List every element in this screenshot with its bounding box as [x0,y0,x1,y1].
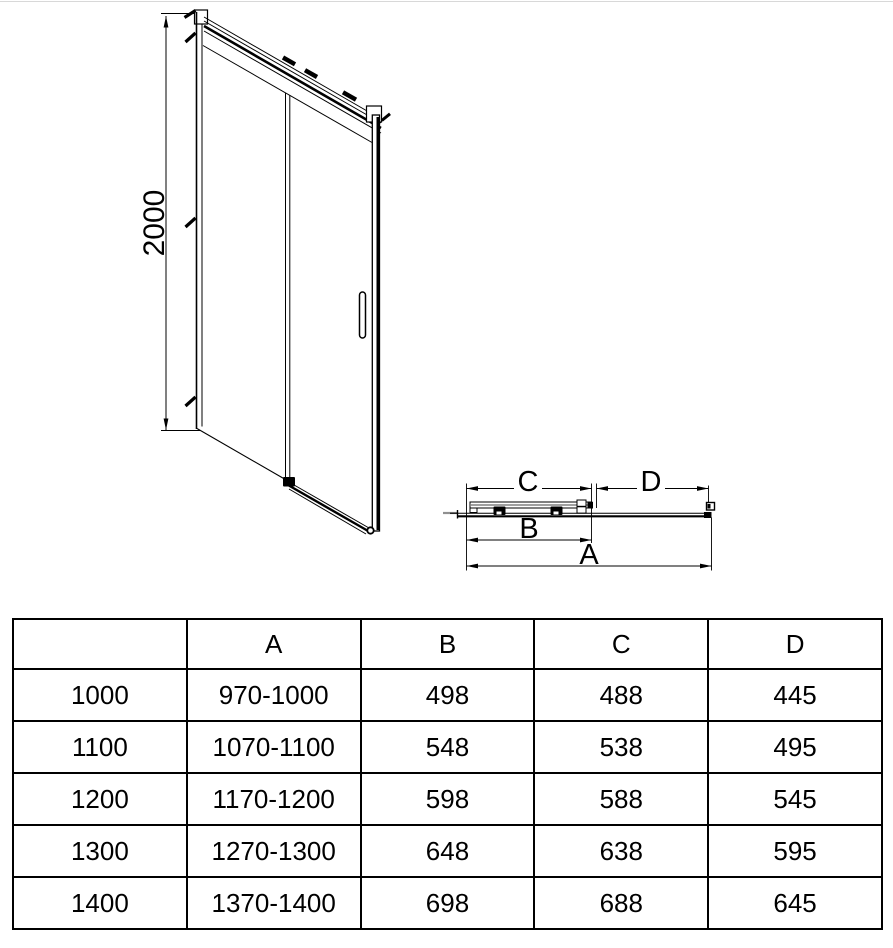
glass-panels [197,46,372,482]
dim-d-label: D [640,466,662,498]
cell-size: 1100 [13,721,187,773]
cell-a: 1170-1200 [187,773,361,825]
cell-d: 595 [708,825,882,877]
cell-a: 1270-1300 [187,825,361,877]
wall-bracket-tick [186,397,196,406]
sliding-door-stile [360,115,380,531]
table-row [13,669,882,721]
cell-size: 1400 [13,877,187,929]
cell-c: 488 [534,669,708,721]
bottom-rail [283,477,374,534]
dimension-c [467,466,592,498]
cell-c: 638 [534,825,708,877]
dimension-table [12,618,883,930]
cell-b: 498 [361,669,535,721]
rail-end-tick [382,114,390,121]
col-header-c: C [534,619,708,669]
guide-clip [577,500,586,506]
col-header-size [13,619,187,669]
door-handle [360,292,366,338]
cell-size: 1200 [13,773,187,825]
table-header-row [13,619,882,669]
cell-d: 445 [708,669,882,721]
cell-size: 1000 [13,669,187,721]
col-header-d: D [708,619,882,669]
cell-size: 1300 [13,825,187,877]
dim-c-label: C [517,466,539,498]
col-header-b: B [361,619,535,669]
front-view [138,10,390,534]
wall-bracket-tick [186,33,196,42]
cell-d: 545 [708,773,882,825]
plan-panels [443,500,715,519]
wall-profile [185,10,208,429]
dim-a-label: A [579,539,599,571]
cell-b: 548 [361,721,535,773]
table-row [13,721,882,773]
rail-end-cap [367,527,373,533]
guide-clip [577,507,586,513]
sliding-panel-foot [470,508,477,513]
cell-b: 598 [361,773,535,825]
cell-a: 1370-1400 [187,877,361,929]
glass-bottom-edge [197,429,288,482]
dimension-d [597,466,709,498]
plan-view [443,466,715,571]
wall-bracket-tick [185,11,196,18]
cell-b: 648 [361,825,535,877]
col-header-a: A [187,619,361,669]
sliding-panel-end [588,502,594,509]
table-row [13,825,882,877]
cell-d: 645 [708,877,882,929]
cell-c: 688 [534,877,708,929]
height-dimension-label: 2000 [138,189,171,257]
dimension-a [467,539,712,571]
cell-b: 698 [361,877,535,929]
dim-b-label: B [519,513,539,545]
cell-d: 495 [708,721,882,773]
table-row [13,773,882,825]
cell-c: 538 [534,721,708,773]
top-rail [204,17,390,133]
dimension-b [467,513,592,545]
wall-bracket-tick [186,218,196,227]
cell-a: 970-1000 [187,669,361,721]
fixed-panel-end [704,512,712,518]
cell-c: 588 [534,773,708,825]
cell-a: 1070-1100 [187,721,361,773]
table-row [13,877,882,929]
